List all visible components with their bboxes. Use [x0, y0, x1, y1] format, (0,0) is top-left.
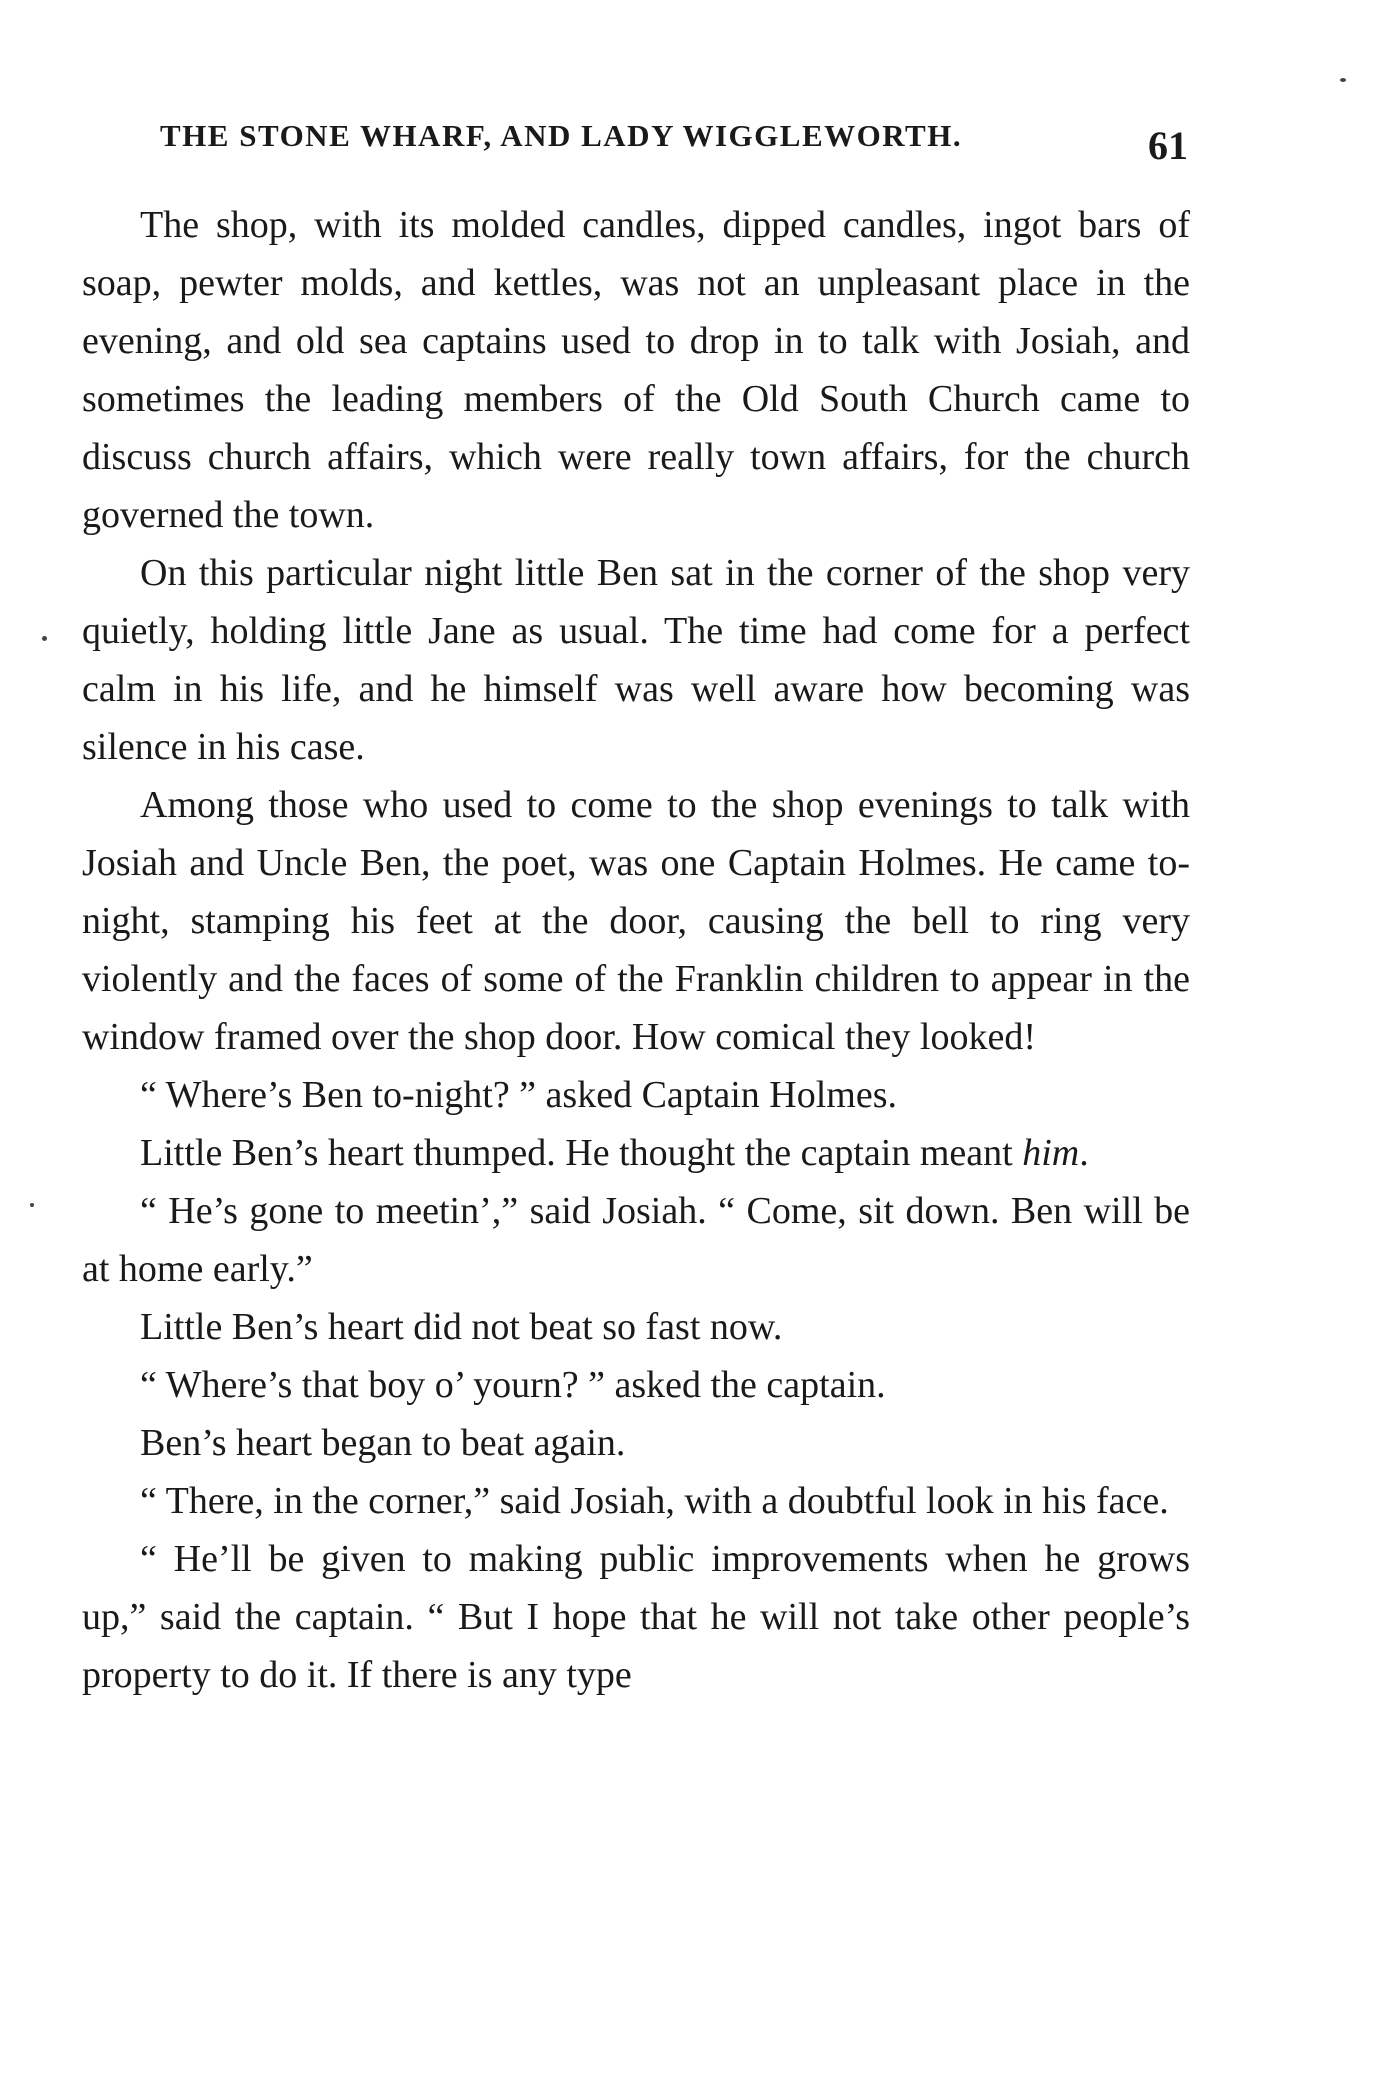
paragraph: On this particular night little Ben sat in the corner of the shop very quietly, holding little Jane as usual. The time had come for a perfect calm in his life, and he himself was well aware how becoming was silence in his case. — [82, 552, 1190, 768]
paragraph: “ Where’s that boy o’ yourn? ” asked the captain. — [140, 1364, 886, 1406]
paragraph: “ He’ll be given to making public improvements when he grows up,” said the captain. “ But I hope that he will not take other people’s property to do it. If there is any type — [82, 1538, 1190, 1696]
paragraph — [82, 1124, 1190, 1182]
paragraph: “ Where’s Ben to-night? ” asked Captain Holmes. — [140, 1074, 897, 1116]
margin-mark — [1340, 78, 1346, 82]
paragraph: Little Ben’s heart did not beat so fast now. — [140, 1306, 783, 1348]
paragraph-text: . — [1079, 1132, 1089, 1174]
margin-mark — [30, 1203, 34, 1207]
paragraph: “ There, in the corner,” said Josiah, with a doubtful look in his face. — [140, 1480, 1169, 1522]
running-title: THE STONE WHARF, AND LADY WIGGLEWORTH. — [160, 118, 963, 153]
margin-mark — [42, 636, 47, 641]
page-number: 61 — [1148, 123, 1188, 168]
paragraph: The shop, with its molded candles, dipped candles, ingot bars of soap, pewter molds, and kettles, was not an unpleasant place in the evening, and old sea captains used to drop in to talk with Josiah, and sometimes the leading members of the Old South Church came to discuss church affairs, which were really town affairs, for the church governed the town. — [82, 204, 1190, 536]
emphasized-word: him — [1022, 1132, 1080, 1174]
paragraph-text: Little Ben’s heart thumped. He thought the captain meant — [140, 1132, 1023, 1174]
paragraph: “ He’s gone to meetin’,” said Josiah. “ Come, sit down. Ben will be at home early.” — [82, 1190, 1190, 1290]
paragraph: Ben’s heart began to beat again. — [140, 1422, 626, 1464]
paragraph: Among those who used to come to the shop evenings to talk with Josiah and Uncle Ben, the poet, was one Captain Holmes. He came to-night, stamping his feet at the door, causing the bell to ring very violently and the faces of some of the Franklin children to appear in the window framed over the shop door. How comical they looked! — [82, 784, 1190, 1058]
body-text — [82, 196, 1190, 1704]
